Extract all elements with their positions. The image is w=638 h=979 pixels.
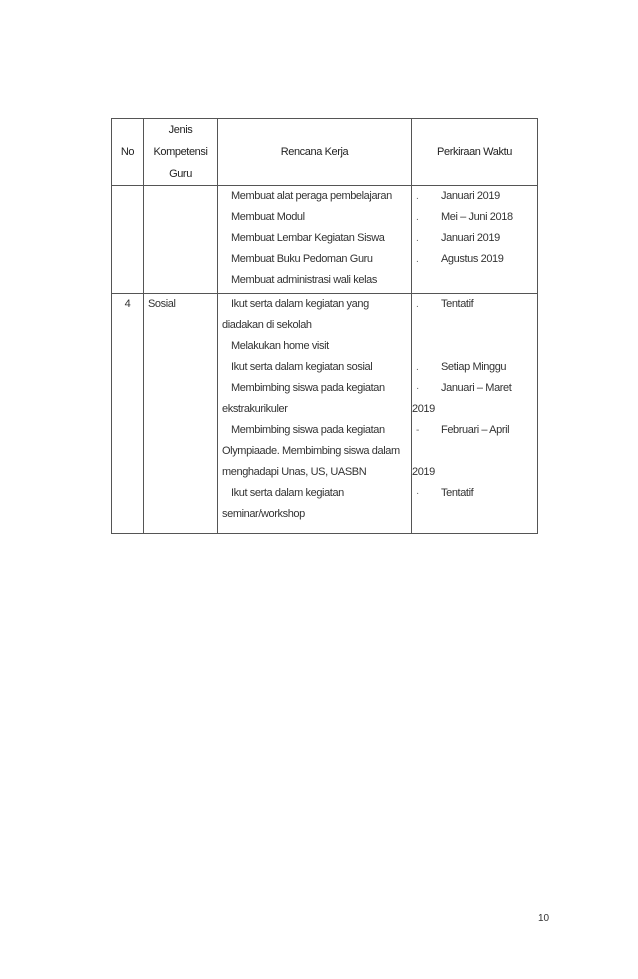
plan-item: Membuat Lembar Kegiatan Siswa [231, 232, 385, 244]
time-item-continuation [412, 399, 533, 420]
bullet-mark: · [416, 488, 419, 499]
time-item [416, 249, 533, 270]
bullet-mark: · [416, 383, 419, 394]
table-row-continued [112, 186, 538, 294]
time-text: 2019 [412, 403, 435, 415]
plan-item: Membuat alat peraga pembelajaran [231, 190, 392, 202]
header-jenis-line: Jenis [168, 124, 193, 136]
time-text: Tentatif [441, 487, 474, 499]
plan-item: Membuat Buku Pedoman Guru [231, 253, 373, 265]
bullet-mark: . [416, 254, 419, 265]
time-text: Setiap Minggu [441, 361, 507, 373]
time-item [416, 483, 533, 504]
time-text: Agustus 2019 [441, 253, 504, 265]
time-text: Tentatif [441, 298, 474, 310]
plan-item: Melakukan home visit [231, 340, 329, 352]
plan-item: Ikut serta dalam kegiatan yang [231, 298, 369, 310]
row-number: 4 [124, 298, 131, 310]
cell-jenis-empty [144, 186, 218, 294]
time-item [416, 228, 533, 249]
time-item-continuation [412, 462, 533, 483]
plan-item: Membimbing siswa pada kegiatan [231, 382, 385, 394]
plan-item: Membimbing siswa pada kegiatan [231, 424, 385, 436]
time-item [416, 357, 533, 378]
time-text: Januari – Maret [441, 382, 512, 394]
plan-item-continuation: seminar/workshop [222, 508, 305, 520]
plan-item: Membuat Modul [231, 211, 305, 223]
time-text: Januari 2019 [441, 232, 500, 244]
bullet-mark: . [416, 299, 419, 310]
bullet-mark [416, 336, 441, 357]
header-jenis-line: Kompetensi [153, 146, 208, 158]
bullet-mark: . [416, 191, 419, 202]
time-item [416, 315, 533, 336]
bullet-mark: . [416, 212, 419, 223]
competency-type: Sosial [148, 298, 176, 310]
time-text: Februari – April [441, 424, 510, 436]
plan-item-continuation: menghadapi Unas, US, UASBN [222, 466, 367, 478]
header-no: No [112, 119, 144, 186]
cell-jenis [144, 294, 218, 534]
page-number: 10 [538, 913, 550, 924]
bullet-mark: . [416, 233, 419, 244]
plan-item: Ikut serta dalam kegiatan [231, 487, 344, 499]
cell-waktu [412, 186, 538, 294]
header-rencana-kerja: Rencana Kerja [218, 119, 412, 186]
plan-item: Ikut serta dalam kegiatan sosial [231, 361, 373, 373]
time-text: Mei – Juni 2018 [441, 211, 513, 223]
plan-item-continuation: diadakan di sekolah [222, 319, 312, 331]
time-item [416, 207, 533, 228]
cell-no-empty [112, 186, 144, 294]
time-item [416, 186, 533, 207]
time-item [416, 420, 533, 441]
header-jenis-kompetensi [144, 119, 218, 186]
plan-item-continuation: Olympiaade. Membimbing siswa dalam [222, 445, 400, 457]
time-item-spacer [416, 441, 533, 462]
cell-rencana [218, 186, 412, 294]
cell-rencana [218, 294, 412, 534]
bullet-mark: - [416, 425, 419, 436]
cell-no [112, 294, 144, 534]
table-header-row [112, 119, 538, 186]
time-text: 2019 [412, 466, 435, 478]
plan-item-continuation: ekstrakurikuler [222, 403, 288, 415]
time-item [416, 336, 533, 357]
header-perkiraan-waktu: Perkiraan Waktu [412, 119, 538, 186]
work-plan-table [111, 118, 538, 534]
bullet-mark [416, 315, 441, 336]
time-item [416, 294, 533, 315]
cell-waktu [412, 294, 538, 534]
plan-item: Membuat administrasi wali kelas [231, 274, 377, 286]
header-jenis-line: Guru [169, 168, 192, 180]
time-text: Januari 2019 [441, 190, 500, 202]
table-row-4 [112, 294, 538, 534]
time-item [416, 378, 533, 399]
bullet-mark: . [416, 362, 419, 373]
